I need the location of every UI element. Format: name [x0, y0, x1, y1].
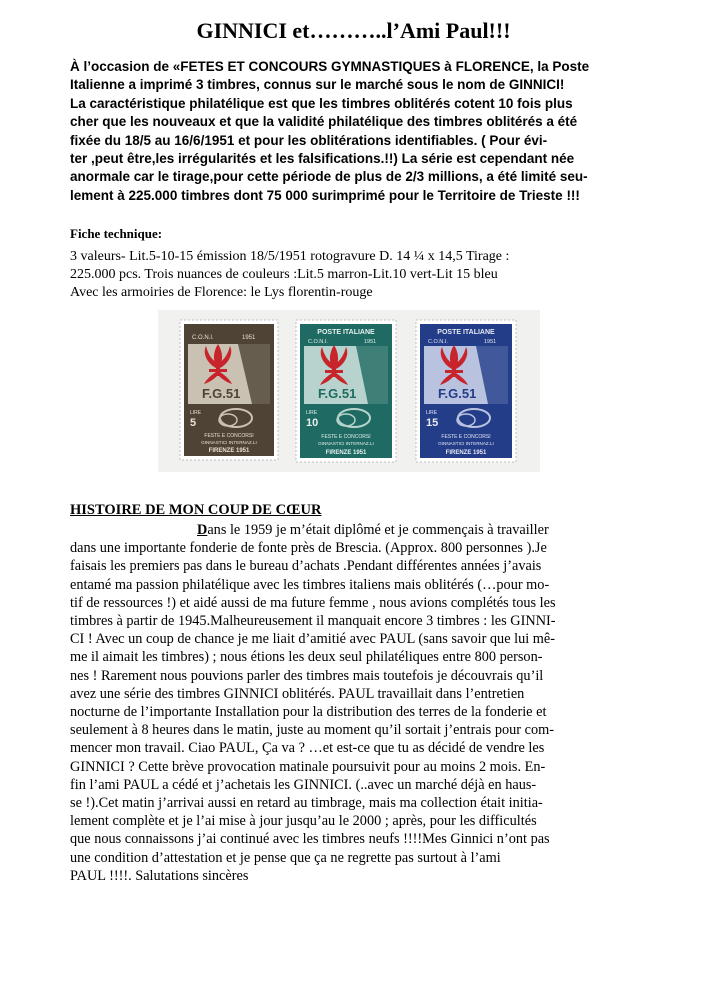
histoire-heading: HISTOIRE DE MON COUP DE CŒUR	[70, 502, 322, 518]
histoire-line: faisais les premiers pas dans le bureau d’achats .Pendant différentes années j’avais	[70, 558, 542, 575]
histoire-line: nes ! Rarement nous pouvions parler des timbres mais toutefois je découvrais qu’il	[70, 667, 544, 684]
stamp-value: 15	[426, 417, 439, 429]
fiche-line: 225.000 pcs. Trois nuances de couleurs :Lit.5 marron-Lit.10 vert-Lit 15 bleu	[70, 267, 498, 282]
histoire-first-line	[70, 521, 690, 539]
histoire-line: fin l’ami PAUL a cédé et j’achetais les GINNICI. (..avec un marché déjà en haus-	[70, 776, 537, 793]
stamp-year: 1951	[242, 335, 256, 341]
histoire-line: mencer mon travail. Ciao PAUL, Ça va ? …et est-ce que tu as décidé de vendre les	[70, 740, 545, 757]
intro-line: Italienne a imprimé 3 timbres, connus sur le marché sous le nom de GINNICI!	[70, 77, 565, 93]
histoire-line: que nous connaissons j’ai continué avec les timbres neufs !!!!Mes Ginnici n’ont pas	[70, 831, 550, 848]
stamp-lire: LIRE	[190, 410, 202, 416]
histoire-line: me il aimait les timbres) ; nous étions les deux seul philatéliques entre 800 person-	[70, 649, 543, 666]
intro-line: À l’occasion de «FETES ET CONCOURS GYMNASTIQUES à FLORENCE, la Poste	[70, 59, 590, 74]
intro-line: fixée du 18/5 au 16/6/1951 et pour les oblitérations identifiables. ( Pour évi-	[70, 132, 548, 148]
stamp-value: 5	[190, 417, 197, 429]
stamp-caption-1: FESTE E CONCORSI	[204, 433, 254, 439]
histoire-line: dans une importante fonderie de fonte près de Brescia. (Approx. 800 personnes ).Je	[70, 540, 547, 557]
dropcap-letter: D	[197, 522, 208, 538]
histoire-line: avez une série des timbres GINNICI oblitérés. PAUL travaillait dans l’entretien	[70, 685, 525, 702]
stamp-caption-2: GINNASTICI INTERNAZ.LI	[318, 441, 374, 446]
stamps-illustration	[158, 310, 540, 472]
histoire-line: nocturne de l’importante Installation pour la distribution des terres de la fonderie et	[70, 704, 547, 721]
stamp-value: 10	[306, 417, 319, 429]
stamp-caption-3: FIRENZE 1951	[208, 448, 250, 454]
stamp-lit15	[416, 320, 516, 462]
stamp-caption-3: FIRENZE 1951	[445, 450, 487, 456]
fiche-technique-heading: Fiche technique:	[70, 226, 163, 241]
stamp-coni: C.O.N.I.	[428, 339, 448, 345]
stamp-year: 1951	[364, 339, 377, 345]
stamp-caption-2: GINNASTICI INTERNAZ.LI	[201, 440, 257, 445]
page-title: GINNICI et………..l’Ami Paul!!!	[196, 18, 511, 43]
histoire-line: CI ! Avec un coup de chance je me liait d’amitié avec PAUL (sans savoir que lui mê-	[70, 631, 556, 648]
stamp-fg-text: F.G.51	[318, 386, 357, 401]
histoire-line: lement complète et je l’ai mise à jour jusqu’au le 2000 ; après, pour les difficultés	[70, 813, 537, 830]
stamp-caption-3: FIRENZE 1951	[325, 450, 367, 456]
histoire-line: se !).Cet matin j’arrivai aussi en retard au timbrage, mais ma collection était initia-	[70, 795, 543, 812]
stamp-coni: C.O.N.I.	[192, 335, 214, 341]
histoire-first-line-text: ans le 1959 je m’était diplômé et je commençais à travailler	[207, 522, 549, 538]
stamp-lire: LIRE	[306, 410, 318, 416]
stamp-caption-2: GINNASTICI INTERNAZ.LI	[438, 441, 494, 446]
fiche-technique	[70, 248, 690, 302]
histoire-line: timbres à partir de 1945.Malheureusement il manquait encore 3 timbres : les GINNI-	[70, 613, 556, 630]
stamp-caption-1: FESTE E CONCORSI	[321, 434, 371, 440]
intro-line: La caractéristique philatélique est que les timbres oblitérés cotent 10 fois plus	[70, 95, 573, 111]
intro-line: anormale car le tirage,pour cette période de plus de 2/3 millions, a été limité seu-	[70, 169, 588, 185]
histoire-line: entamé ma passion philatélique avec les timbres italiens mais oblitérés (…pour mo-	[70, 576, 550, 593]
histoire-line: une condition d’attestation et je pense que ça ne regrette pas surtout à l’ami	[70, 849, 501, 866]
stamp-fg-text: F.G.51	[202, 386, 241, 401]
intro-line: lement à 225.000 timbres dont 75 000 surimprimé pour le Territoire de Trieste !!!	[70, 187, 580, 203]
stamps-photo	[158, 310, 540, 472]
stamp-caption-1: FESTE E CONCORSI	[441, 434, 491, 440]
fiche-line: Avec les armoiries de Florence: le Lys florentin-rouge	[70, 285, 373, 300]
stamp-header: POSTE ITALIANE	[437, 329, 495, 336]
stamp-lit10	[296, 320, 396, 462]
histoire-line: seulement à 8 heures dans le matin, juste au moment qu’il sortait j’entrais pour com-	[70, 722, 554, 739]
fiche-line: 3 valeurs- Lit.5-10-15 émission 18/5/1951 rotogravure D. 14 ¼ x 14,5 Tirage :	[70, 249, 510, 264]
stamp-year: 1951	[484, 339, 497, 345]
stamp-fg-text: F.G.51	[438, 386, 477, 401]
stamp-lire: LIRE	[426, 410, 438, 416]
intro-line: ter ,peut être,les irrégularités et les falsifications.!!) La série est cependant née	[70, 151, 575, 167]
stamp-header: POSTE ITALIANE	[317, 329, 375, 336]
histoire-line: PAUL !!!!. Salutations sincères	[70, 867, 249, 884]
histoire-line: tif de ressources !) et aidé aussi de ma future femme , nous avions complétés tous les	[70, 594, 556, 611]
stamp-lit5	[180, 320, 278, 460]
stamp-coni: C.O.N.I.	[308, 339, 328, 345]
histoire-line: GINNICI ? Cette brève provocation matinale poursuivit pour au moins 2 mois. En-	[70, 758, 546, 775]
histoire-paragraph	[70, 521, 690, 885]
intro-paragraph	[70, 58, 685, 205]
intro-line: cher que les nouveaux et que la validité philatélique des timbres oblitérés a été	[70, 114, 578, 130]
